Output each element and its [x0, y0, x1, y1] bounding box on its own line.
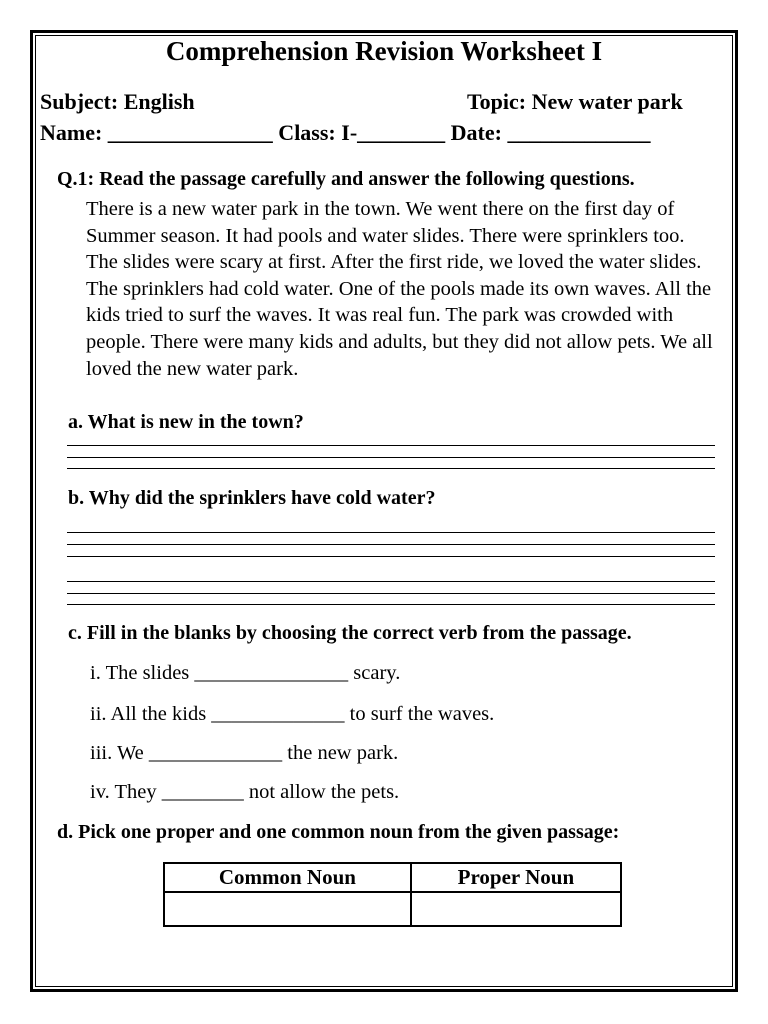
question-d-instruction: d. Pick one proper and one common noun from the given passage:	[57, 821, 620, 843]
fill-blank-item: iii. We _____________ the new park.	[90, 742, 399, 764]
answer-line[interactable]	[67, 581, 715, 582]
worksheet-title: Comprehension Revision Worksheet I	[165, 36, 603, 66]
answer-line[interactable]	[67, 532, 715, 533]
subject-label: Subject: English	[40, 89, 195, 114]
fill-blank-item: i. The slides _______________ scary.	[90, 662, 401, 684]
topic-label: Topic: New water park	[467, 89, 683, 114]
q1-instruction: Q.1: Read the passage carefully and answer the following questions.	[57, 168, 635, 190]
answer-line[interactable]	[67, 468, 715, 469]
question-b: b. Why did the sprinklers have cold water?	[68, 487, 436, 509]
fill-blank-item: iv. They ________ not allow the pets.	[90, 781, 400, 803]
answer-line[interactable]	[67, 604, 715, 605]
fill-blank-item: ii. All the kids _____________ to surf the waves.	[90, 703, 495, 725]
answer-line[interactable]	[67, 544, 715, 545]
common-noun-header: Common Noun	[164, 863, 411, 892]
answer-line[interactable]	[67, 445, 715, 446]
answer-line[interactable]	[67, 457, 715, 458]
answer-line[interactable]	[67, 593, 715, 594]
name-class-date-line: Name: _______________ Class: I-________ Date: _____________	[40, 120, 651, 145]
proper-noun-header: Proper Noun	[411, 863, 621, 892]
passage-text: There is a new water park in the town. We went there on the first day of Summer season. It had pools and water slides. There were sprinklers too. The slides were scary at first. After the first ride, we loved the water slides. The sprinklers had cold water. One of the pools made its own waves. All the kids tried to surf the waves. It was real fun. The park was crowded with people. There were many kids and adults, but they did not allow pets. We all loved the new water park.	[86, 198, 713, 380]
question-a: a. What is new in the town?	[68, 411, 304, 433]
noun-table	[163, 862, 622, 927]
common-noun-cell[interactable]	[164, 892, 411, 926]
answer-line[interactable]	[67, 556, 715, 557]
question-c-instruction: c. Fill in the blanks by choosing the correct verb from the passage.	[68, 622, 632, 644]
proper-noun-cell[interactable]	[411, 892, 621, 926]
